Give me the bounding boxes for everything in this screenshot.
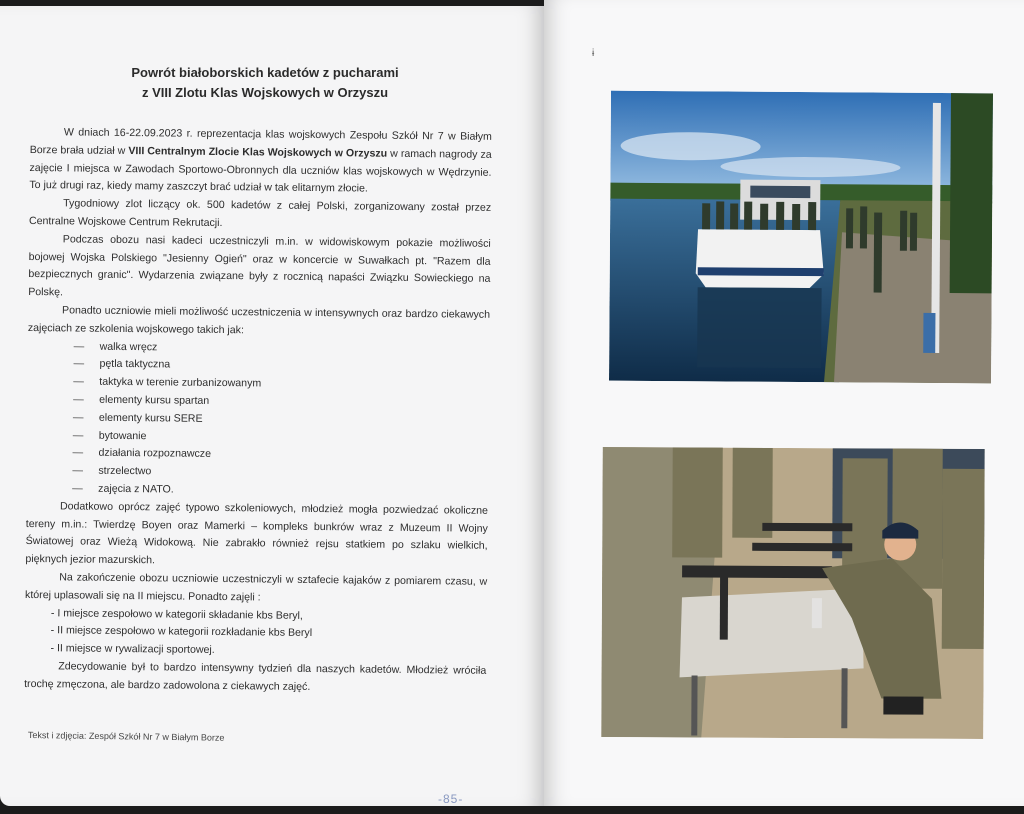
- list-item: — pętla taktyczna: [73, 357, 171, 371]
- photo-credit: Tekst i zdjęcia: Zespół Szkół Nr 7 w Białym Borze: [27, 730, 225, 743]
- paragraph-7: Zdecydowanie był to bardzo intensywny tydzień dla naszych kadetów. Młodzież wróciła trochę zmęczona, ale bardzo zadowolona z ciekawych zajęć.: [24, 660, 487, 693]
- list-item: — strzelectwo: [72, 464, 152, 478]
- list-item: — bytowanie: [72, 429, 147, 442]
- paragraph-6: Na zakończenie obozu uczniowie uczestniczyli w sztafecie kajaków z pomiarem czasu, w której uplasowali się na II miejscu. Ponadto zajęli :: [25, 571, 488, 604]
- paragraph-2: Tygodniowy zlot liczący ok. 500 kadetów z całej Polski, zorganizowany został przez Centralne Wojskowe Centrum Rekrutacji.: [28, 197, 492, 230]
- paragraph-1: W dniach 16-22.09.2023 r. reprezentacja klas wojskowych Zespołu Szkół Nr 7 w Białym Borze brała udział w VIII Centralnym Zlocie Klas Wojskowych w Orzyszu w ramach nagrody za zajęcie I miejsca w Zawodach Sportowo-Obronnych dla uczniów klas wojskowych w Wędrzynie. To już drugi raz, kiedy mamy zaszczyt brać udział w tak elitarnym złocie.: [29, 126, 492, 195]
- list-item: — działania rozpoznawcze: [72, 446, 212, 461]
- event-name: VIII Centralnym Zlocie Klas Wojskowych w Orzyszu: [128, 144, 388, 160]
- paragraph-3: Podczas obozu nasi kadeci uczestniczyli m.in. w widowiskowym pokazie możliwości bojowej Wojska Polskiego "Jesienny Ogień" oraz w koncercie w Suwałkach pt. "Razem dla bezpiecznych granic". Wydarzenia związane były z rocznicą napaści Związku Sowieckiego na Polskę.: [28, 233, 491, 299]
- list-item: — zajęcia z NATO.: [72, 482, 174, 496]
- rifle-assembly-image: [601, 447, 985, 739]
- result-item: - II miejsce w rywalizacji sportowej.: [50, 642, 215, 657]
- title-line-1: Powrót białoborskich kadetów z pucharami: [131, 65, 399, 80]
- photo-rifle-assembly: [601, 447, 985, 739]
- photo-boat-pier: [609, 91, 993, 384]
- list-item: — walka wręcz: [73, 340, 158, 353]
- article-title: [100, 63, 430, 103]
- page-number: -85-: [438, 792, 464, 806]
- boat-pier-image: [609, 91, 993, 384]
- article-body: [24, 124, 492, 698]
- result-item: - II miejsce zespołowo w kategorii rozkładanie kbs Beryl: [50, 624, 313, 640]
- paragraph-4: Ponadto uczniowie mieli możliwość uczestniczenia w intensywnych oraz bardzo ciekawych zajęciach ze szkolenia wojskowego takich jak:: [27, 304, 491, 337]
- list-item: — elementy kursu spartan: [73, 393, 210, 407]
- list-item: — elementy kursu SERE: [72, 411, 203, 425]
- list-item: — taktyka w terenie zurbanizowanym: [73, 375, 262, 390]
- result-item: - I miejsce zespołowo w kategorii składanie kbs Beryl,: [50, 606, 303, 622]
- title-line-2: z VIII Zlotu Klas Wojskowych w Orzyszu: [141, 85, 389, 100]
- left-page: [0, 6, 544, 806]
- paragraph-5: Dodatkowo oprócz zajęć typowo szkoleniowych, młodzież mogła pozwiedzać okoliczne tereny m.in.: Twierdzę Boyen oraz Mamerki – kompleks bunkrów wraz z Muzeum II Wojny Światowej oraz Wieżą Widokową. Nie zabrakło również rejsu statkiem po szlaku wielkich, pięknych jezior mazurskich.: [25, 500, 489, 567]
- margin-mark: ɨ: [592, 48, 595, 59]
- training-list: [26, 338, 490, 503]
